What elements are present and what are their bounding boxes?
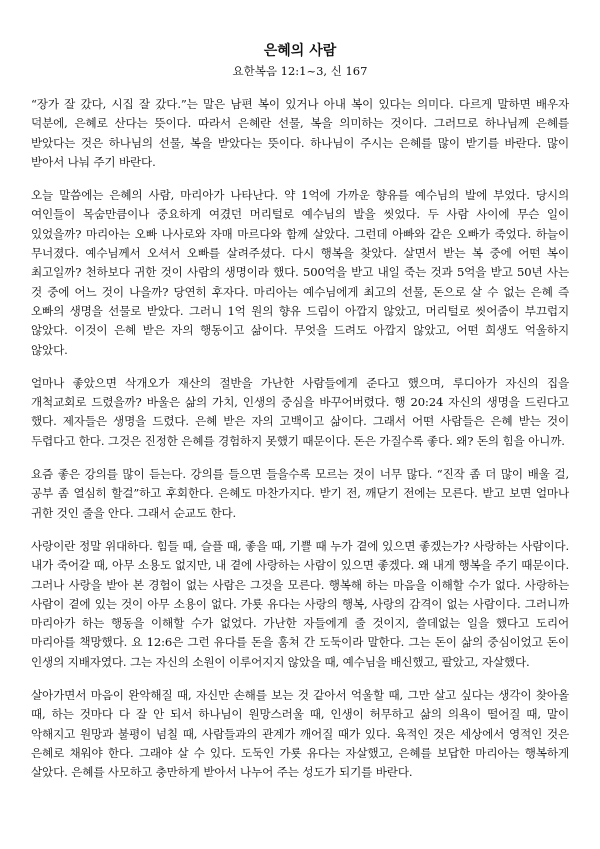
paragraph-5: 사랑이란 정말 위대하다. 힘들 때, 슬플 때, 좋을 때, 기쁠 때 누가 곁에 있으면 좋겠는가? 사랑하는 사람이다. 내가 죽어갈 때, 아무 소용도 없지만, 내 곁에 사랑하는 사람이 있으면 좋겠다. 왜 내게 행복을 주기 때문이다. 그러나 사랑을 받아 본 경험이 없는 사람은 그것을 모른다. 행복해 하는 마음을 이해할 수가 없다. 사랑하는 사람이 곁에 있는 것이 아무 소용이 없다. 가룟 유다는 사랑의 행복, 사랑의 감격이 없는 사람이다. 그러니까 마리아가 하는 행동을 이해할 수가 없었다. 가난한 자들에게 줄 것이지, 쓸데없는 일을 했다고 도리어 마리아를 책망했다. 요 12:6은 그런 유다를 돈을 훔쳐 간 도둑이라 말한다. 그는 돈이 삶의 중심이었고 돈이 인생의 지배자였다. 그는 자신의 소원이 이루어지지 않았을 때, 예수님을 배신했고, 팔았고, 자살했다.: [31, 538, 569, 669]
scripture-reference: 요한복음 12:1~3, 신 167: [232, 64, 368, 78]
paragraph-1: “장가 잘 갔다, 시집 잘 갔다.”는 말은 남편 복이 있거나 아내 복이 있다는 의미다. 다르게 말하면 배우자 덕분에, 은혜로 산다는 뜻이다. 따라서 은혜란 선물, 복을 의미하는 것이다. 그러므로 하나님께 은혜를 받았다는 것은 하나님의 선물, 복을 받았다는 뜻이다. 하나님이 주시는 은혜를 많이 받기를 바란다. 많이 받아서 나눠 주기 바란다.: [31, 97, 569, 169]
paragraph-3: 얼마나 좋았으면 삭개오가 재산의 절반을 가난한 사람들에게 준다고 했으며, 루디아가 자신의 집을 개척교회로 드렸을까? 바울은 삶의 가치, 인생의 중심을 바꾸어버렸다. 행 20:24 자신의 생명을 드린다고 했다. 제자들은 생명을 드렸다. 은혜 받은 자의 고백이고 삶이다. 그래서 어떤 사람들은 은혜 받는 것이 두렵다고 한다. 그것은 진정한 은혜를 경험하지 못했기 때문이다. 돈은 가질수록 좋다. 왜? 돈의 힘을 아니까.: [31, 375, 569, 448]
paragraph-4: 요즘 좋은 강의를 많이 듣는다. 강의를 들으면 들을수록 모르는 것이 너무 많다. “진작 좀 더 많이 배울 걸, 공부 좀 열심히 할걸”하고 후회한다. 은혜도 마찬가지다. 받기 전, 깨닫기 전에는 모른다. 받고 보면 얼마나 귀한 것인 줄을 안다. 그래서 순교도 한다.: [31, 467, 569, 520]
document-title: 은혜의 사람: [263, 43, 337, 59]
paragraph-6: 살아가면서 마음이 완악해질 때, 자신만 손해를 보는 것 같아서 억울할 때, 그만 살고 싶다는 생각이 찾아올 때, 하는 것마다 다 잘 안 되서 하나님이 원망스러울 때, 인생이 허무하고 삶의 의욕이 떨어질 때, 말이 악해지고 원망과 불평이 넘칠 때, 사람들과의 관계가 깨어질 때가 있다. 육적인 것은 세상에서 영적인 것은 은혜로 채워야 한다. 그래야 살 수 있다. 도둑인 가룟 유다는 자살했고, 은혜를 보답한 마리아는 행복하게 살았다. 은혜를 사모하고 충만하게 받아서 나누어 주는 성도가 되기를 바란다.: [31, 688, 569, 780]
paragraph-2: 오늘 말씀에는 은혜의 사람, 마리아가 나타난다. 약 1억에 가까운 향유를 예수님의 발에 부었다. 당시의 여인들이 목숨만큼이나 중요하게 여겼던 머리털로 예수님의 발을 씻었다. 두 사람 사이에 무슨 일이 있었을까? 마리아는 오빠 나사로와 자매 마르다와 함께 살았다. 그런데 아빠와 같은 오빠가 죽었다. 하늘이 무너졌다. 예수님께서 오셔서 오빠를 살려주셨다. 다시 행복을 찾았다. 살면서 받는 복 중에 어떤 복이 최고일까? 천하보다 귀한 것이 사람의 생명이라 했다. 500억을 받고 내일 죽는 것과 5억을 받고 50년 사는 것 중에 어느 것이 나을까? 당연히 후자다. 마리아는 예수님에게 최고의 선물, 돈으로 살 수 없는 은혜 즉 오빠의 생명을 선물로 받았다. 그러니 1억 원의 향유 드림이 아깝지 않았고, 머리털로 씻어줌이 부끄럽지 않았다. 이것이 은혜 받은 자의 행동이고 삶이다. 무엇을 드려도 아깝지 않았고, 어떤 희생도 억울하지 않았다.: [31, 188, 569, 357]
